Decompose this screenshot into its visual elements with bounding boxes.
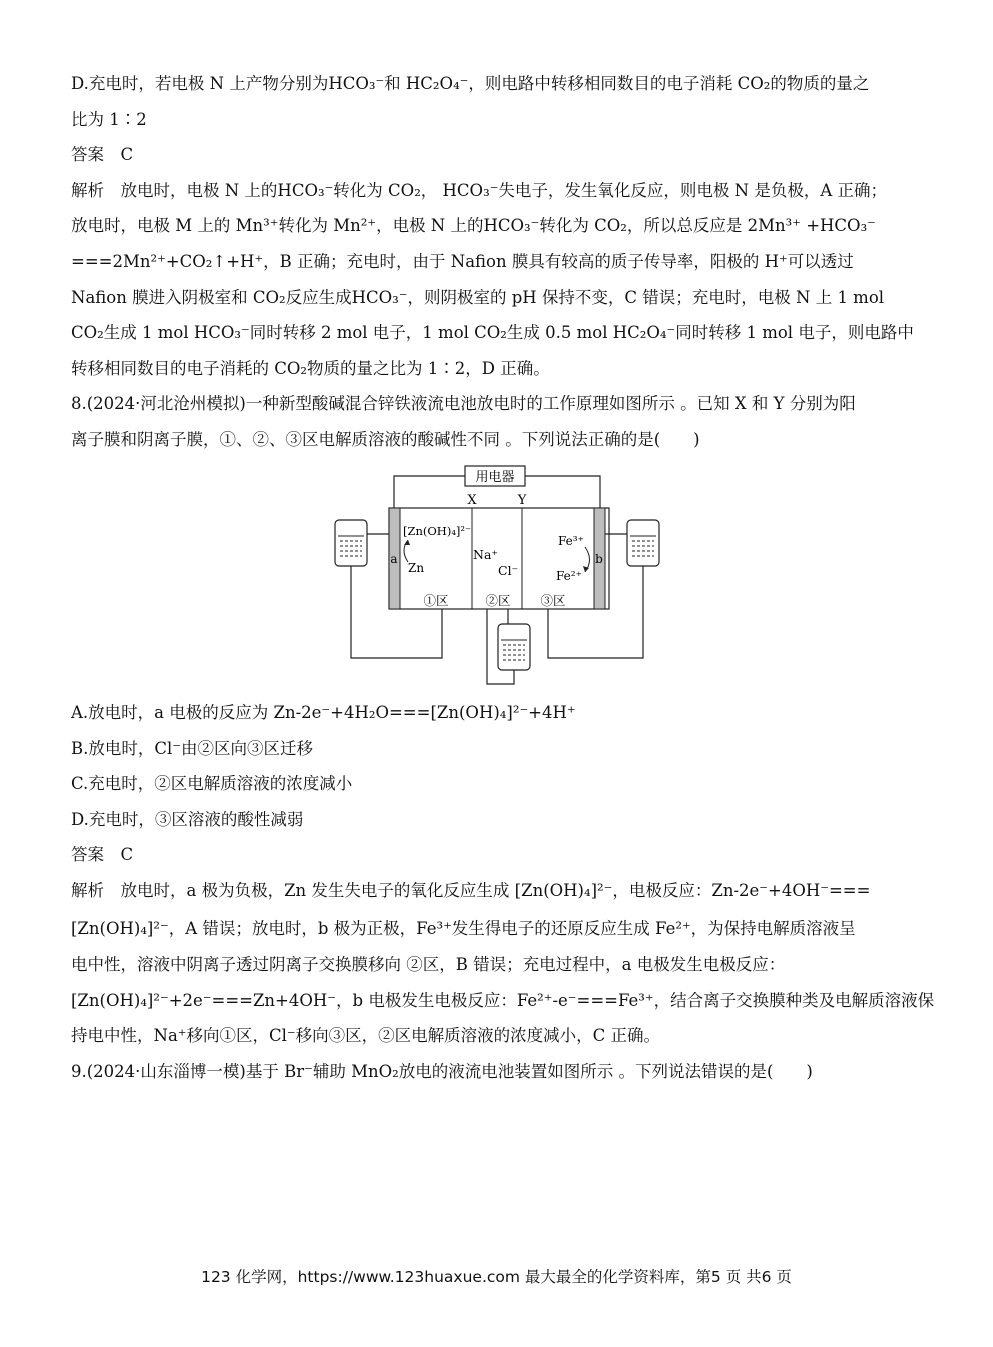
text-line: 转移相同数目的电子消耗的 CO₂物质的量之比为 1∶2，D 正确。: [71, 359, 550, 378]
device-label: 用电器: [475, 470, 515, 485]
option-d: D.充电时，③区溶液的酸性减弱: [71, 810, 304, 829]
zincate-label: [Zn(OH)₄]²⁻: [403, 524, 472, 538]
text-line: 放电时，电极 M 上的 Mn³⁺转化为 Mn²⁺，电极 N 上的HCO₃⁻转化为 CO₂，所以总反应是 2Mn³⁺ +HCO₃⁻: [71, 216, 876, 235]
left-reservoir: [335, 520, 367, 566]
analysis-line: 解析 放电时，a 极为负极，Zn 发生失电子的氧化反应生成 [Zn(OH)₄]²⁻，电极反应：Zn-2e⁻+4OH⁻===: [71, 881, 871, 900]
answer-line: 答案 C: [71, 145, 134, 164]
middle-reservoir: [498, 624, 530, 670]
cl-label: Cl⁻: [498, 563, 519, 578]
text-line: 电中性，溶液中阴离子透过阴离子交换膜移向 ②区，B 错误；充电过程中，a 电极发生电极反应：: [71, 955, 786, 974]
electrode-a-label: a: [390, 552, 398, 566]
option-a: A.放电时，a 电极的反应为 Zn-2e⁻+4H₂O===[Zn(OH)₄]²⁻+4H⁺: [71, 703, 576, 722]
fe3-label: Fe³⁺: [558, 534, 584, 548]
zone-2-label: ②区: [485, 593, 511, 608]
zone-1-label: ①区: [423, 593, 449, 608]
question-8-line: 离子膜和阴离子膜，①、②、③区电解质溶液的酸碱性不同 。下列说法正确的是( ): [71, 430, 700, 449]
wire-right: [525, 476, 600, 508]
zn-label: Zn: [408, 561, 425, 575]
wire-left: [394, 476, 465, 508]
question-9-line: 9.(2024·山东淄博一模)基于 Br⁻辅助 MnO₂放电的液流电池装置如图所示 。下列说法错误的是( ): [71, 1062, 813, 1081]
membrane-x-label: X: [467, 493, 477, 508]
text-line: D.充电时，若电极 N 上产物分别为HCO₃⁻和 HC₂O₄⁻，则电路中转移相同数目的电子消耗 CO₂的物质的量之: [71, 74, 870, 93]
option-c: C.充电时，②区电解质溶液的浓度减小: [71, 774, 353, 793]
text-line: 比为 1∶2: [71, 110, 147, 129]
page-footer: 123 化学网，https://www.123huaxue.com 最大最全的化学资料库，第5 页 共6 页: [201, 1268, 792, 1286]
zone-3-label: ③区: [540, 593, 566, 608]
electrode-b-label: b: [595, 552, 603, 566]
answer-line: 答案 C: [71, 845, 134, 864]
text-line: Nafion 膜进入阴极室和 CO₂反应生成HCO₃⁻，则阴极室的 pH 保持不变，C 错误；充电时，电极 N 上 1 mol: [71, 288, 885, 307]
option-b: B.放电时，Cl⁻由②区向③区迁移: [71, 739, 313, 758]
text-line: CO₂生成 1 mol HCO₃⁻同时转移 2 mol 电子，1 mol CO₂生成 0.5 mol HC₂O₄⁻同时转移 1 mol 电子，则电路中: [71, 323, 914, 342]
membrane-y-label: Y: [517, 493, 527, 508]
battery-diagram: [322, 462, 674, 690]
right-reservoir: [627, 520, 659, 566]
text-line: 持电中性，Na⁺移向①区，Cl⁻移向③区，②区电解质溶液的浓度减小，C 正确。: [71, 1026, 660, 1045]
text-line: [Zn(OH)₄]²⁻+2e⁻===Zn+4OH⁻，b 电极发生电极反应：Fe²⁺-e⁻===Fe³⁺，结合离子交换膜种类及电解质溶液保: [71, 991, 935, 1010]
text-line: [Zn(OH)₄]²⁻，A 错误；放电时，b 极为正极，Fe³⁺发生得电子的还原反应生成 Fe²⁺，为保持电解质溶液呈: [71, 919, 856, 938]
na-label: Na⁺: [473, 547, 498, 562]
analysis-line: 解析 放电时，电极 N 上的HCO₃⁻转化为 CO₂， HCO₃⁻失电子，发生氧化反应，则电极 N 是负极，A 正确；: [71, 181, 888, 200]
fe2-label: Fe²⁺: [556, 569, 582, 583]
text-line: ===2Mn²⁺+CO₂↑+H⁺，B 正确；充电时，由于 Nafion 膜具有较高的质子传导率，阳极的 H⁺可以透过: [71, 252, 854, 271]
question-8-line: 8.(2024·河北沧州模拟)一种新型酸碱混合锌铁液流电池放电时的工作原理如图所示 。已知 X 和 Y 分别为阳: [71, 394, 856, 413]
